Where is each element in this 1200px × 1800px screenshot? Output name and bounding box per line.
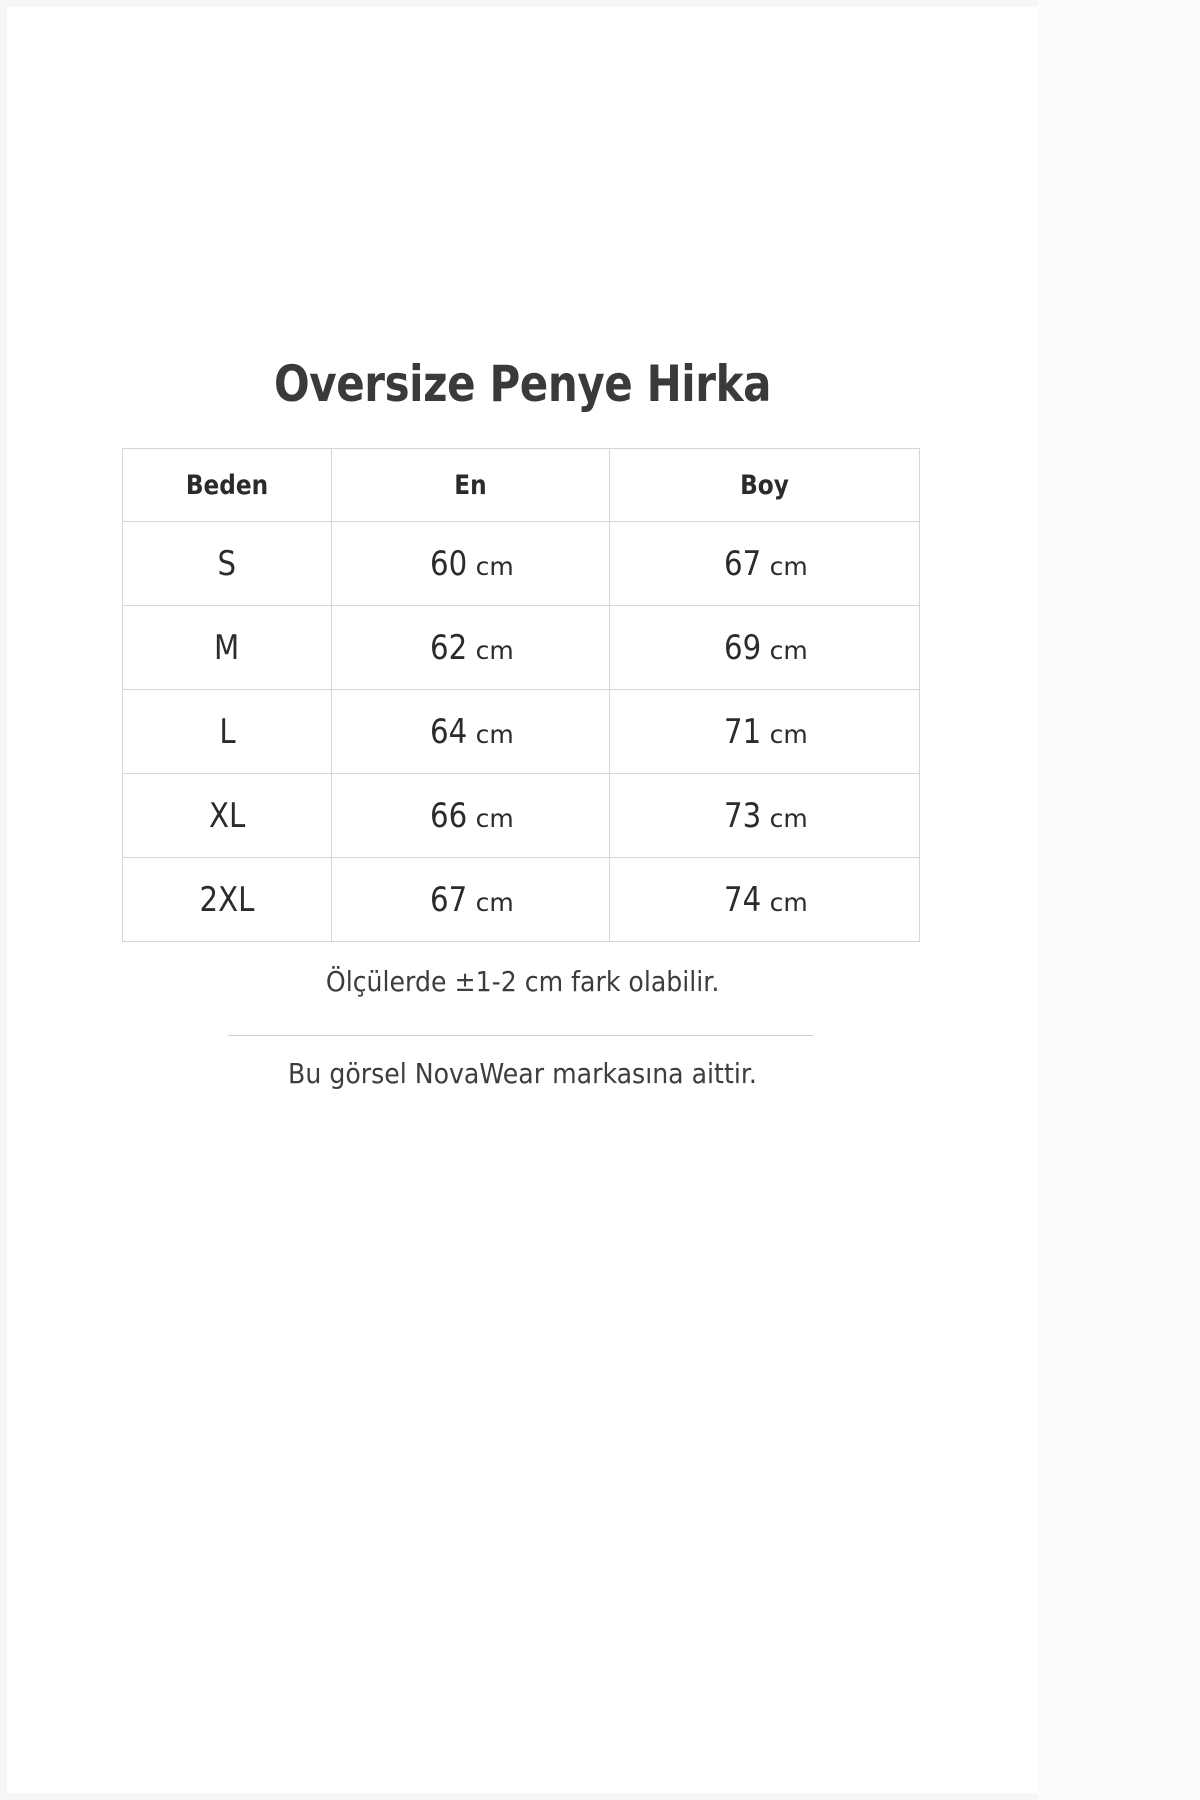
cell-boy <box>610 858 920 942</box>
cell-en-unit: cm <box>475 551 514 581</box>
cell-boy-unit: cm <box>769 803 808 833</box>
cell-boy-unit: cm <box>769 635 808 665</box>
cell-en-value: 64 <box>430 711 468 752</box>
table-header-row <box>123 449 920 522</box>
measurement-tolerance-note-text: Ölçülerde ±1-2 cm fark olabilir. <box>325 965 720 998</box>
cell-beden-value: L <box>218 711 236 752</box>
cell-boy <box>610 690 920 774</box>
cell-boy-value: 67 <box>724 543 762 584</box>
cell-en <box>332 522 610 606</box>
cell-en-value: 67 <box>430 879 468 920</box>
cell-en <box>332 690 610 774</box>
cell-en-unit: cm <box>475 719 514 749</box>
cell-en <box>332 858 610 942</box>
cell-boy-value: 73 <box>724 795 762 836</box>
brand-attribution-note-text: Bu görsel NovaWear markasına aittir. <box>288 1057 757 1090</box>
cell-en <box>332 774 610 858</box>
cell-boy-value: 69 <box>724 627 762 668</box>
size-table <box>122 448 920 942</box>
cell-en-unit: cm <box>475 635 514 665</box>
cell-en-value: 62 <box>430 627 468 668</box>
cell-beden <box>123 690 332 774</box>
cell-boy-unit: cm <box>769 719 808 749</box>
measurement-tolerance-note <box>7 965 1038 998</box>
cell-beden-value: M <box>214 627 240 668</box>
column-header-boy-label: Boy <box>740 469 789 501</box>
page-margin-right <box>1038 0 1200 1800</box>
cell-boy-unit: cm <box>769 551 808 581</box>
column-header-beden <box>123 449 332 522</box>
cell-boy-value: 71 <box>724 711 762 752</box>
size-table-head <box>123 449 920 522</box>
table-row <box>123 690 920 774</box>
cell-boy <box>610 522 920 606</box>
cell-en-unit: cm <box>475 803 514 833</box>
table-row <box>123 774 920 858</box>
column-header-boy <box>610 449 920 522</box>
column-header-en-label: En <box>454 469 487 501</box>
page-title: Oversize Penye Hirka <box>273 355 772 413</box>
table-row <box>123 606 920 690</box>
table-row <box>123 858 920 942</box>
cell-en-value: 66 <box>430 795 468 836</box>
cell-beden <box>123 774 332 858</box>
cell-boy-value: 74 <box>724 879 762 920</box>
brand-attribution-note <box>7 1057 1038 1090</box>
column-header-beden-label: Beden <box>185 469 269 501</box>
cell-beden <box>123 522 332 606</box>
footer-divider <box>228 1035 813 1036</box>
size-table-body <box>123 522 920 942</box>
cell-en-unit: cm <box>475 887 514 917</box>
cell-beden-value: S <box>217 543 237 584</box>
cell-en-value: 60 <box>430 543 468 584</box>
column-header-en <box>332 449 610 522</box>
cell-beden-value: XL <box>208 795 246 836</box>
size-table-wrap <box>122 448 919 942</box>
cell-boy <box>610 774 920 858</box>
cell-boy <box>610 606 920 690</box>
cell-en <box>332 606 610 690</box>
table-row <box>123 522 920 606</box>
size-chart-content <box>7 7 1038 1793</box>
cell-beden <box>123 858 332 942</box>
cell-beden <box>123 606 332 690</box>
cell-beden-value: 2XL <box>199 879 255 920</box>
page-title-wrap <box>7 348 1038 420</box>
cell-boy-unit: cm <box>769 887 808 917</box>
